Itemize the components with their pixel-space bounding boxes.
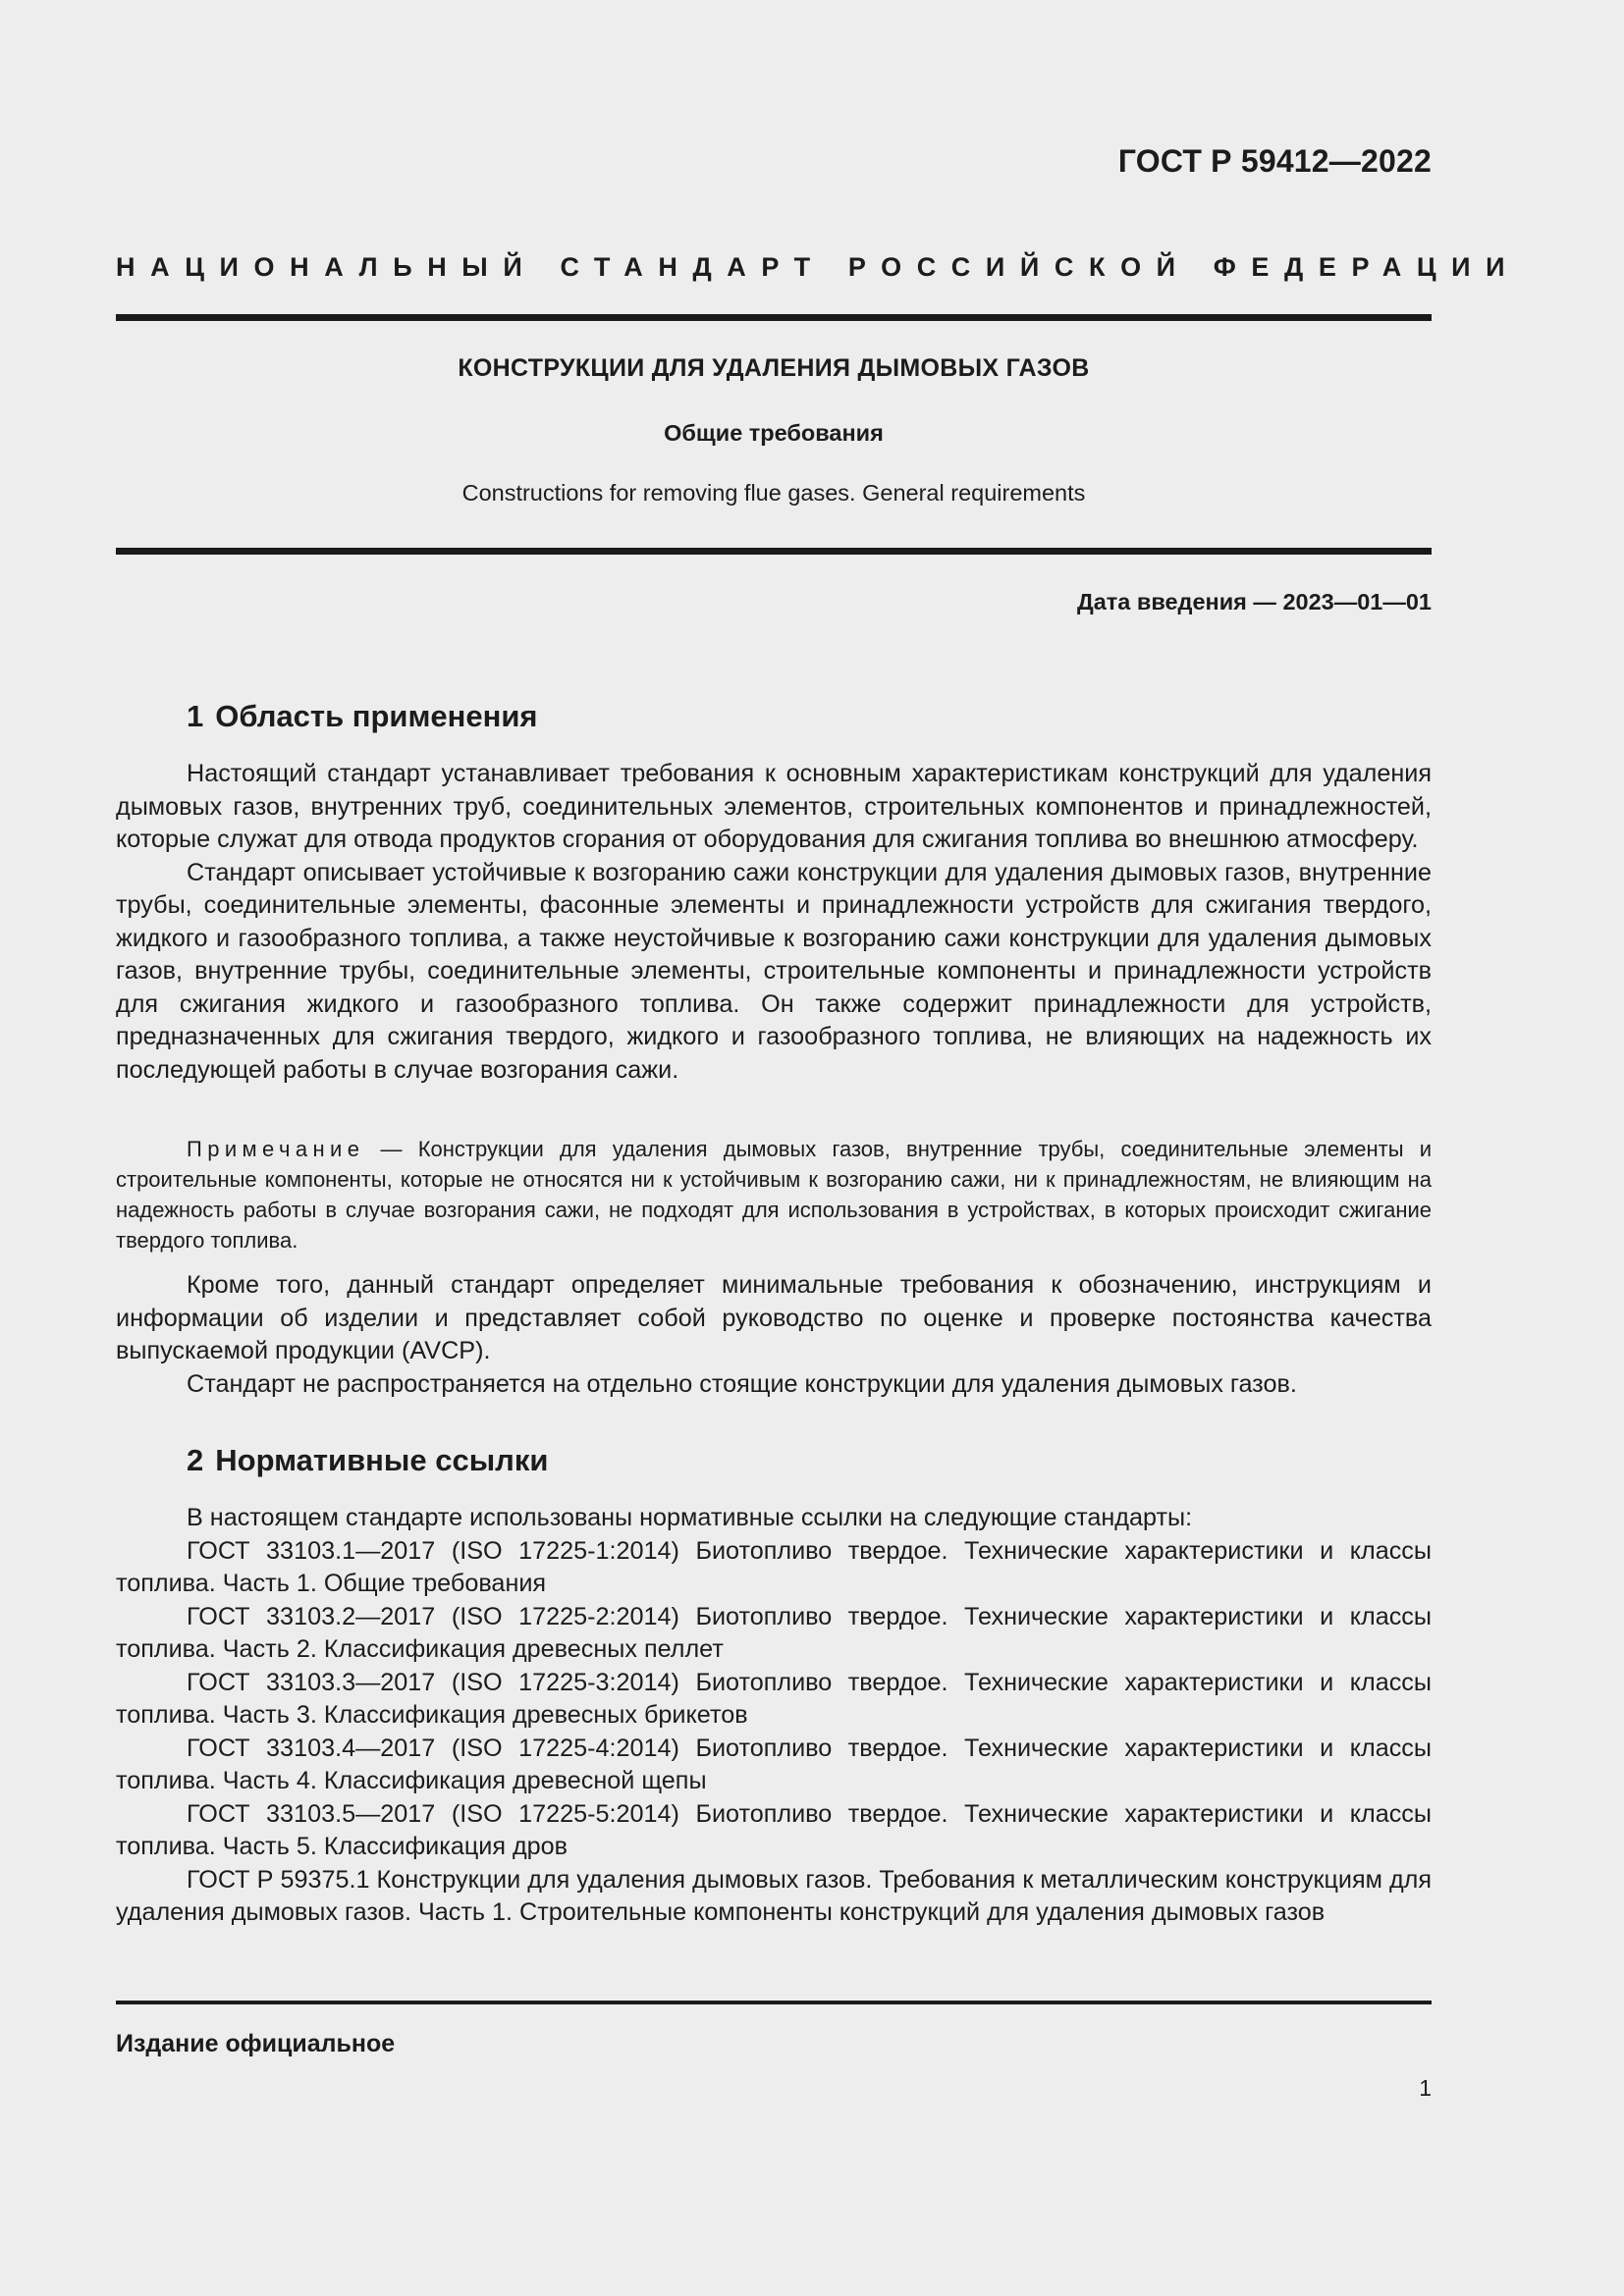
section-2-heading bbox=[187, 1443, 548, 1478]
reference-item: ГОСТ Р 59375.1 Конструкции для удаления дымовых газов. Требования к металлическим конструкциям для удаления дымовых газов. Часть 1. Строительные компоненты конструкций для удаления дымовых газов bbox=[116, 1865, 1432, 1926]
document-title: КОНСТРУКЦИИ ДЛЯ УДАЛЕНИЯ ДЫМОВЫХ ГАЗОВ bbox=[458, 354, 1090, 382]
edition-label: Издание официальное bbox=[116, 2030, 396, 2057]
reference-item: ГОСТ 33103.3—2017 (ISO 17225-3:2014) Биотопливо твердое. Технические характеристики и классы топлива. Часть 3. Классификация древесных брикетов bbox=[116, 1668, 1432, 1729]
doc-number: ГОСТ Р 59412—2022 bbox=[1117, 143, 1432, 179]
section-1-paragraph: Стандарт описывает устойчивые к возгоранию сажи конструкции для удаления дымовых газов, внутренние трубы, соединительные элементы, фасонные элементы и принадлежности устройств для сжигания твердого, жидкого и газообразного топлива, а также неустойчивые к возгоранию сажи конструкции для удаления дымовых газов, внутренние трубы, соединительные элементы, строительные компоненты и принадлежности устройств для сжигания жидкого и газообразного топлива. Он также содержит принадлежности для устройств, предназначенных для сжигания твердого, жидкого и газообразного топлива, не влияющих на надежность их последующей работы в случае возгорания сажи. bbox=[116, 858, 1432, 1084]
footer-rule bbox=[116, 2001, 1432, 2004]
national-standard-banner: НАЦИОНАЛЬНЫЙ СТАНДАРТ РОССИЙСКОЙ ФЕДЕРАЦИИ bbox=[116, 252, 1521, 282]
note-text: — Конструкции для удаления дымовых газов, внутренние трубы, соединительные элементы и строительные компоненты, которые не относятся ни к устойчивым к возгоранию сажи, ни к принадлежностям, не влияющим на надежность работы в случае возгорания сажи, не подходят для использования в устройствах, в которых происходит сжигание твердого топлива. bbox=[116, 1137, 1432, 1253]
document-title-english: Constructions for removing flue gases. General requirements bbox=[461, 480, 1086, 506]
reference-item: ГОСТ 33103.4—2017 (ISO 17225-4:2014) Биотопливо твердое. Технические характеристики и классы топлива. Часть 4. Классификация древесной щепы bbox=[116, 1734, 1432, 1794]
introduction-date: Дата введения — 2023—01—01 bbox=[1076, 589, 1432, 614]
section-2-number: 2 bbox=[187, 1443, 204, 1477]
section-1-heading bbox=[187, 699, 538, 734]
section-1-number: 1 bbox=[187, 699, 204, 733]
section-1-note bbox=[116, 1134, 1432, 1255]
document-subtitle: Общие требования bbox=[664, 420, 884, 446]
section-1-paragraph: Настоящий стандарт устанавливает требования к основным характеристикам конструкций для удаления дымовых газов, внутренних труб, соединительных элементов, строительных компонентов и принадлежностей, которые служат для отвода продуктов сгорания от оборудования для сжигания топлива во внешнюю атмосферу. bbox=[116, 760, 1432, 853]
section-2-body bbox=[116, 1502, 1432, 1930]
section-1-paragraph: Кроме того, данный стандарт определяет минимальные требования к обозначению, инструкциям и информации об изделии и представляет собой руководство по оценке и проверке постоянства качества выпускаемой продукции (AVCP). bbox=[116, 1271, 1432, 1364]
header-rule-top bbox=[116, 314, 1432, 321]
section-1-body bbox=[116, 758, 1432, 1087]
section-1-body-continued bbox=[116, 1269, 1432, 1401]
section-1-title: Область применения bbox=[215, 699, 538, 733]
section-2-intro: В настоящем стандарте использованы нормативные ссылки на следующие стандарты: bbox=[187, 1504, 1193, 1531]
page-number: 1 bbox=[1419, 2075, 1432, 2101]
section-2-title: Нормативные ссылки bbox=[215, 1443, 549, 1477]
reference-item: ГОСТ 33103.1—2017 (ISO 17225-1:2014) Биотопливо твердое. Технические характеристики и классы топлива. Часть 1. Общие требования bbox=[116, 1536, 1432, 1597]
section-1-paragraph: Стандарт не распространяется на отдельно стоящие конструкции для удаления дымовых газов. bbox=[187, 1369, 1297, 1398]
reference-item: ГОСТ 33103.2—2017 (ISO 17225-2:2014) Биотопливо твердое. Технические характеристики и классы топлива. Часть 2. Классификация древесных пеллет bbox=[116, 1602, 1432, 1663]
header-rule-bottom bbox=[116, 548, 1432, 555]
reference-item: ГОСТ 33103.5—2017 (ISO 17225-5:2014) Биотопливо твердое. Технические характеристики и классы топлива. Часть 5. Классификация дров bbox=[116, 1799, 1432, 1860]
note-label: Примечание bbox=[187, 1137, 365, 1161]
